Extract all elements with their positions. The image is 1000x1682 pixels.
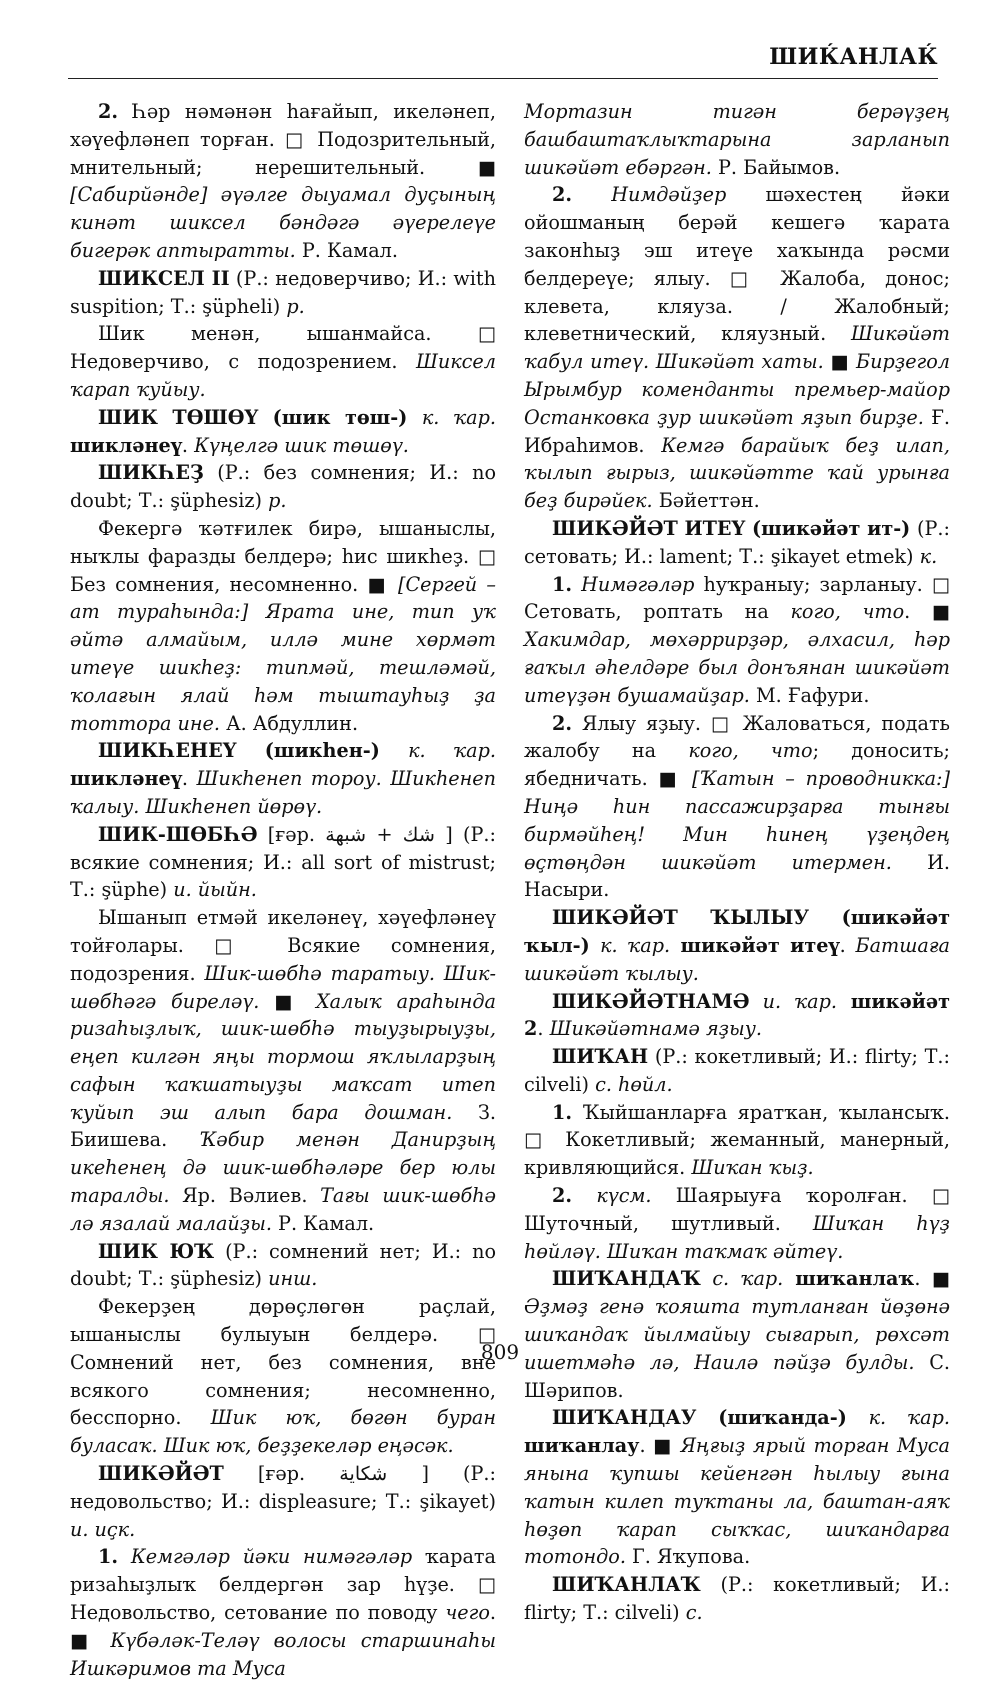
headword-entry: ШИК ТӨШӨҮ (шик төш-) к. ҡар. шикләнеү. Күңелгә шик төшөү. [70, 405, 496, 457]
headword: ШИК-ШӨБҺӘ [98, 822, 258, 846]
headword: ШИКӘЙӘТНАМӘ [552, 989, 750, 1013]
headword: ШИКСЕЛ II [98, 266, 230, 290]
entry-definition: Фекерҙең дөрөҫлөгөн раҫлай, ышаныслы булыуын белдерә. □ Сомнений нет, без сомнения, вне всякого сомнения; несомненно, бесспорно. Шик юҡ, бөгөн буран буласаҡ. Шик юҡ, беҙҙекеләр еңәсәк. [70, 1295, 496, 1458]
headword: ШИҠАНДАҠ [552, 1267, 701, 1291]
entry-definition: Шик менән, ышанмайса. □ Недоверчиво, с подозрением. Шиксел ҡарап ҡуйыу. [70, 322, 496, 401]
headword: ШИКӘЙӘТ ҠЫЛЫУ [552, 906, 810, 930]
headword: ШИКҺЕНЕҮ [98, 739, 237, 763]
page-header [68, 28, 938, 79]
headword: ШИКӘЙӘТ [98, 1462, 224, 1486]
headword-entry: ШИҠАНДАУ (шиҡанда-) к. ҡар. шиҡанлау. ■ Яңғыҙ ярый торған Муса янына ҡупшы кейенгән һылыу ғына ҡатын килеп туҡтаны ла, баштан-аяҡ һөҙөп ҡарап сыҡҡас, шиҡандарға тотондо. Г. Яҡупова. [524, 1406, 950, 1569]
headword-entry: ШИКӘЙӘТ ИТЕҮ (шикәйәт ит-) (Р.: сетовать; И.: lament; Т.: şikayet etmek) к. [524, 516, 950, 568]
running-head: ШИЌАНЛАЌ [769, 44, 938, 70]
entry-sense: 1. Ҡыйшанларға яратҡан, ҡылансыҡ. □ Кокетливый; жеманный, манерный, кривляющийся. Шиҡан ҡыҙ. [524, 1100, 950, 1180]
headword-entry: ШИК-ШӨБҺӘ [ғәр. شك + شبهة ] (Р.: всякие сомнения; И.: all sort of mistrust; Т.: şüphe) и. йыйн. [70, 822, 496, 902]
headword: ШИКҺЕҘ [98, 461, 204, 485]
headword-entry: ШИКӘЙӘТНАМӘ и. ҡар. шикәйәт 2. Шикәйәтнамә яҙыу. [524, 989, 950, 1041]
headword: ШИК ЮҠ [98, 1239, 215, 1263]
left-column [70, 98, 496, 1682]
headword: ШИК ТӨШӨҮ [98, 405, 259, 429]
right-column [524, 98, 950, 1627]
headword-entry: ШИКӘЙӘТ [ғәр. شكاية ] (Р.: недовольство; И.: displeasure; Т.: şikayet) и. иҫк. [70, 1462, 496, 1541]
entry-sense: 1. Кемгәләр йәки нимәгәләр ҡарата ризаһыҙлыҡ белдергән зар һүҙе. □ Недовольство, сетование по поводу чего. ■ Күбәләк-Теләү волосы старшинаһы Ишкәримов та Муса [70, 1545, 496, 1680]
headword-entry: ШИҠАНЛАҠ (Р.: кокетливый; И.: flirty; Т.: cilveli) с. [524, 1573, 950, 1625]
headword: ШИҠАНДАУ [552, 1406, 697, 1430]
entry-continuation: Мортазин тигән берәүҙең башбаштаҡлыҡтарына зарланып шикәйәт ебәргән. Р. Байымов. [524, 100, 950, 179]
entry-sense: 2. Нимдәйҙер шәхестең йәки ойошманың берәй кешегә ҡарата законһыҙ эш итеүе хаҡында рәсми белдереүе; ялыу. □ Жалоба, донос; клевета, кляуза. / Жалобный; клеветнический, кляузный. Шикәйәт ҡабул итеү. Шикәйәт хаты. ■ Бирҙегол Ырымбур коменданты премьер-майор Останковка ҙур шикәйәт яҙып бирҙе. Ғ. Ибраһимов. Кемгә барайыҡ беҙ илап, ҡылып ғырыз, шикәйәтте ҡай урынға беҙ бирәйек. Бәйеттән. [524, 183, 951, 513]
headword-entry: ШИК ЮҠ (Р.: сомнений нет; И.: no doubt; Т.: şüphesiz) инш. [70, 1239, 496, 1291]
entry-sense: 2. күсм. Шаярыуға ҡоролған. □ Шуточный, шутливый. Шиҡан һүҙ һөйләү. Шиҡан таҡмаҡ әйтеү. [524, 1184, 950, 1263]
headword-entry: ШИКҺЕНЕҮ (шикһен-) к. ҡар. шикләнеү. Шикһенеп тороу. Шикһенеп ҡалыу. Шикһенеп йөрөү. [70, 739, 497, 818]
entry-definition: Ышанып етмәй икеләнеү, хәүефләнеү тойғолары. □ Всякие сомнения, подозрения. Шик-шөбһә таратыу. Шик-шөбһәгә биреләү. ■ Халыҡ араһында ризаһыҙлыҡ, шик-шөбһә тыуҙырыуҙы, еңеп килгән яңы тормош яҡлыларҙың сафын ҡаҡшатыуҙы маҡсат итеп ҡуйып эш алып бара дошман. З. Биишева. Ҡәбир менән Данирҙың икеһенең дә шик-шөбһәләре бер юлы таралды. Яр. Вәлиев. Тағы шик-шөбһә лә язалай малайҙы. Р. Камал. [70, 906, 497, 1235]
entry-sense: 2. Һәр нәмәнән һағайып, икеләнеп, хәүефләнеп торған. □ Подозрительный, мнительный; нерешительный. ■ [Сабирйәнде] әүәлге дыуамал дуҫының кинәт шиксел бәндәгә әүерелеүе бигерәк аптыратты. Р. Камал. [70, 100, 496, 262]
entry-sense: 2. Ялыу яҙыу. □ Жаловаться, подать жалобу на кого, что; доносить; ябедничать. ■ [Ҡатын – проводникка:] Ниңә һин пассажирҙарға тынғы бирмәйһең! Мин һинең үҙеңдең өҫтөңдән шикәйәт итермен. И. Насыри. [524, 711, 951, 902]
headword-entry: ШИКСЕЛ II (Р.: недоверчиво; И.: with suspition; Т.: şüpheli) р. [70, 266, 496, 318]
headword-entry: ШИҠАН (Р.: кокетливый; И.: flirty; Т.: cilveli) с. һөйл. [524, 1045, 950, 1096]
headword-entry: ШИКҺЕҘ (Р.: без сомнения; И.: no doubt; Т.: şüphesiz) р. [70, 461, 496, 513]
headword: ШИҠАН [552, 1045, 649, 1069]
headword-entry: ШИҠАНДАҠ с. ҡар. шиҡанлаҡ. ■ Әҙмәҙ генә ҡояшта тутланған йөҙөнә шиҡандаҡ йылмайыу сығарып, рөхсәт ишетмәһә лә, Наилә пәйҙә булды. С. Шәрипов. [524, 1267, 950, 1402]
headword-entry: ШИКӘЙӘТ ҠЫЛЫУ (шикәйәт ҡыл-) к. ҡар. шикәйәт итеү. Батшаға шикәйәт ҡылыу. [524, 906, 950, 985]
headword: ШИҠАНЛАҠ [552, 1573, 701, 1597]
headword: ШИКӘЙӘТ ИТЕҮ [552, 516, 746, 540]
page-number: 809 [480, 1340, 520, 1364]
entry-sense: 1. Нимәгәләр һуҡраныу; зарланыу. □ Сетовать, роптать на кого, что. ■ Хакимдар, мөхәррирҙәр, әлхасил, һәр ғаҡыл әһелдәре был донъянан шикәйәт итеүҙән бушамайҙар. М. Ғафури. [524, 572, 950, 707]
entry-definition: Фекергә ҡәтғилек бирә, ышаныслы, ныҡлы фаразды белдерә; һис шикһеҙ. □ Без сомнения, несомненно. ■ [Сергей – ат тураһында:] Ярата ине, тип уҡ әйтә алмайым, иллә мине хөрмәт итеүе шикһеҙ: типмәй, тешләмәй, ҡолағын ялай һәм тыштауһыҙ ҙа тоттора ине. А. Абдуллин. [70, 516, 496, 735]
